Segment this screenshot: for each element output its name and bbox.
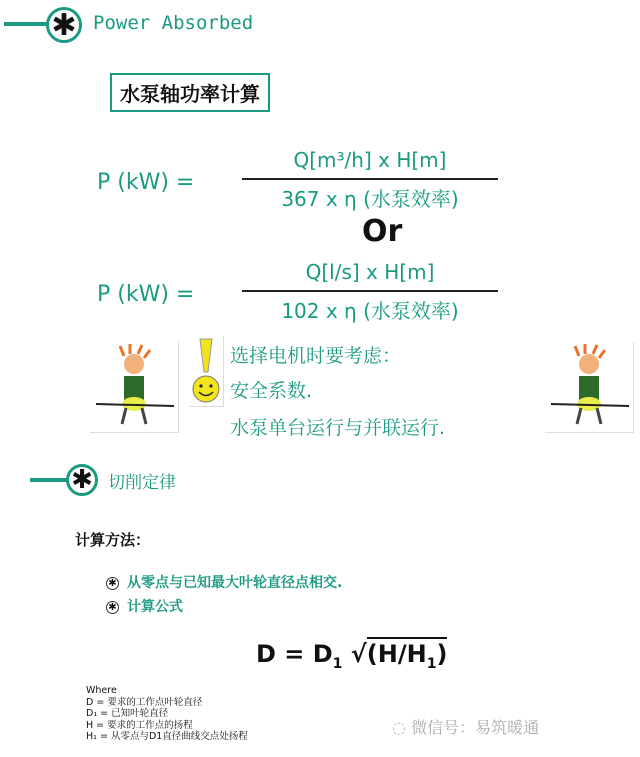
asterisk-circle-icon: ✱ (66, 464, 98, 496)
radicand (366, 637, 448, 672)
note-line: 安全系数. (230, 380, 313, 402)
boxed-title: 水泵轴功率计算 (110, 73, 270, 112)
legend-item: H = 要求的工作点的扬程 (86, 719, 193, 731)
asterisk-circle-icon: ✱ (46, 7, 82, 43)
formula1-lhs: P (kW) = (97, 170, 195, 195)
legend-title: Where (86, 685, 117, 696)
note-line: 水泵单台运行与并联运行. (230, 417, 446, 439)
sqrt-symbol: √ (350, 640, 367, 668)
bullet-star-icon: ✱ (106, 601, 119, 614)
formula2-lhs: P (kW) = (97, 282, 195, 307)
fraction-line (242, 178, 498, 180)
fraction-line (242, 290, 498, 292)
radicand-close: ) (436, 640, 448, 668)
bullet-text: 计算公式 (127, 599, 183, 615)
legend-item: D = 要求的工作点叶轮直径 (86, 696, 203, 708)
cartoon-figure-left (90, 342, 179, 433)
section-title: 切削定律 (108, 473, 176, 493)
section-line (30, 478, 70, 482)
exclamation-smiley-icon (189, 336, 224, 407)
wechat-icon: ◌ (392, 718, 406, 737)
bullet-star-icon: ✱ (106, 577, 119, 590)
formula-lhs: D = D (256, 640, 333, 668)
or-label: Or (362, 214, 403, 249)
formula2-numerator: Q[l/s] x H[m] (305, 260, 435, 284)
cartoon-figure-right (545, 342, 634, 433)
radicand-text: (H/H (366, 640, 427, 668)
watermark (392, 715, 539, 738)
bullet-item (106, 572, 342, 592)
radicand-sub: 1 (426, 655, 437, 672)
formula-sub: 1 (332, 655, 343, 672)
bullet-item (106, 596, 183, 616)
legend-item: D₁ = 已知叶轮直径 (86, 708, 169, 719)
formula1-numerator: Q[m³/h] x H[m] (293, 148, 447, 172)
formula2-denominator: 102 x η (水泵效率) (281, 299, 459, 323)
note-line: 选择电机时要考虑： (230, 345, 402, 367)
watermark-text: 微信号：易筑暖通 (411, 718, 540, 737)
section-line (4, 22, 50, 26)
bullet-text: 从零点与已知最大叶轮直径点相交. (127, 575, 343, 591)
method-label: 计算方法： (75, 531, 151, 549)
trim-formula (256, 640, 447, 672)
legend-item: H₁ = 从零点与D1直径曲线交点处扬程 (86, 731, 248, 742)
formula1-denominator: 367 x η (水泵效率) (281, 187, 459, 211)
section-title: Power Absorbed (93, 12, 254, 34)
legend (86, 685, 248, 743)
